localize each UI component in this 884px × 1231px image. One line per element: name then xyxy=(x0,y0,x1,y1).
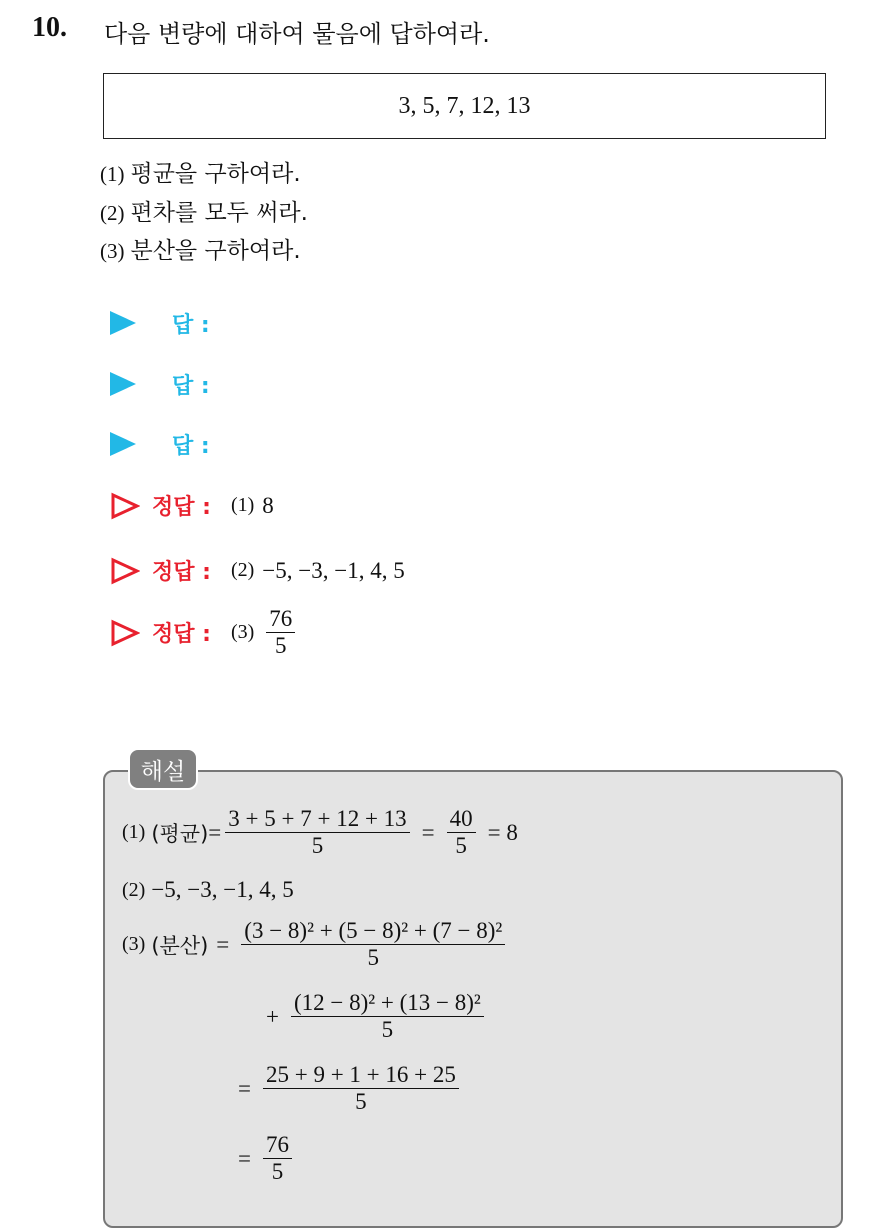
subquestion-number: (1) xyxy=(100,162,125,186)
subquestion-text: 평균을 구하여라. xyxy=(130,161,301,187)
solution-number: (3) xyxy=(122,933,146,956)
question-prompt: 다음 변량에 대하여 물음에 답하여라. xyxy=(104,20,490,48)
fraction xyxy=(263,1062,459,1116)
fraction-denominator: 5 xyxy=(271,1159,284,1185)
fraction-denominator: 5 xyxy=(381,1017,394,1043)
fraction-denominator: 5 xyxy=(275,633,287,659)
fraction-numerator: 40 xyxy=(447,806,476,833)
subquestion-number: (3) xyxy=(100,239,125,263)
fraction-denominator: 5 xyxy=(455,833,467,859)
fraction-denominator: 5 xyxy=(311,833,324,859)
answer-key-number: (2) xyxy=(230,559,255,581)
fraction xyxy=(241,918,505,972)
answer-key-label: 정답 : xyxy=(152,560,211,585)
answer-key-2 xyxy=(110,555,405,586)
solution-text: −5, −3, −1, 4, 5 xyxy=(151,877,294,902)
subquestion-2 xyxy=(100,194,308,227)
solution-term: (평균) xyxy=(151,821,209,846)
answer-key-number: (3) xyxy=(230,621,255,644)
fraction-denominator: 5 xyxy=(367,945,380,971)
answer-blank-2[interactable] xyxy=(110,364,210,404)
answer-key-value xyxy=(231,558,405,584)
fraction-numerator: (12 − 8)² + (13 − 8)² xyxy=(291,990,484,1017)
subquestion-text: 분산을 구하여라. xyxy=(130,238,301,264)
answer-key-number: (1) xyxy=(230,494,255,516)
answer-label: 답 : xyxy=(172,373,210,399)
answer-key-text: −5, −3, −1, 4, 5 xyxy=(262,557,405,583)
solution-number: (1) xyxy=(122,821,146,844)
fraction xyxy=(447,806,476,860)
play-arrow-icon xyxy=(110,311,136,335)
fraction xyxy=(225,806,409,860)
answer-key-label: 정답 : xyxy=(152,622,211,648)
fraction xyxy=(291,990,484,1044)
play-arrow-icon xyxy=(110,372,136,396)
fraction-numerator: 25 + 9 + 1 + 16 + 25 xyxy=(263,1062,459,1089)
subquestion-3 xyxy=(100,232,301,265)
fraction-numerator: 76 xyxy=(263,1132,292,1159)
solution-line-2 xyxy=(122,877,294,903)
fraction-numerator: 76 xyxy=(266,606,295,633)
solution-line-1 xyxy=(122,806,526,860)
equals-sign: = xyxy=(238,1145,251,1171)
solution-line-5 xyxy=(230,1062,463,1116)
answer-key-text: 8 xyxy=(262,492,274,518)
answer-key-1 xyxy=(110,490,274,521)
equals-sign: = xyxy=(208,819,222,845)
answer-label: 답 : xyxy=(172,433,210,459)
solution-line-3 xyxy=(122,918,509,972)
answer-blank-1[interactable] xyxy=(110,303,210,343)
fraction xyxy=(266,606,295,660)
plus-sign: + xyxy=(266,1003,279,1029)
subquestion-text: 편차를 모두 써라. xyxy=(130,200,308,226)
solution-term: (분산) xyxy=(151,933,209,958)
outline-arrow-icon xyxy=(110,492,140,520)
fraction-numerator: 3 + 5 + 7 + 12 + 13 xyxy=(225,806,409,833)
solution-number: (2) xyxy=(122,878,146,901)
answer-key-3 xyxy=(110,606,299,660)
fraction-numerator: (3 − 8)² + (5 − 8)² + (7 − 8)² xyxy=(241,918,505,945)
fraction-denominator: 5 xyxy=(355,1089,367,1115)
equals-sign: = xyxy=(216,931,230,957)
solution-tab: 해설 xyxy=(128,748,198,790)
fraction xyxy=(263,1132,292,1186)
answer-key-value xyxy=(231,606,299,660)
solution-line-6 xyxy=(230,1132,296,1186)
answer-key-value xyxy=(231,493,274,519)
outline-arrow-icon xyxy=(110,619,140,647)
question-number: 10. xyxy=(32,12,67,43)
answer-blank-3[interactable] xyxy=(110,424,210,464)
answer-key-label: 정답 : xyxy=(152,495,211,520)
result-value: = 8 xyxy=(487,819,518,845)
outline-arrow-icon xyxy=(110,557,140,585)
play-arrow-icon xyxy=(110,432,136,456)
answer-label: 답 : xyxy=(172,312,210,338)
solution-line-4 xyxy=(258,990,488,1044)
data-values-box xyxy=(103,73,826,139)
equals-sign: = xyxy=(421,819,435,845)
subquestion-number: (2) xyxy=(100,201,125,225)
equals-sign: = xyxy=(238,1075,251,1101)
subquestion-1 xyxy=(100,155,301,188)
data-values: 3, 5, 7, 12, 13 xyxy=(398,92,531,119)
